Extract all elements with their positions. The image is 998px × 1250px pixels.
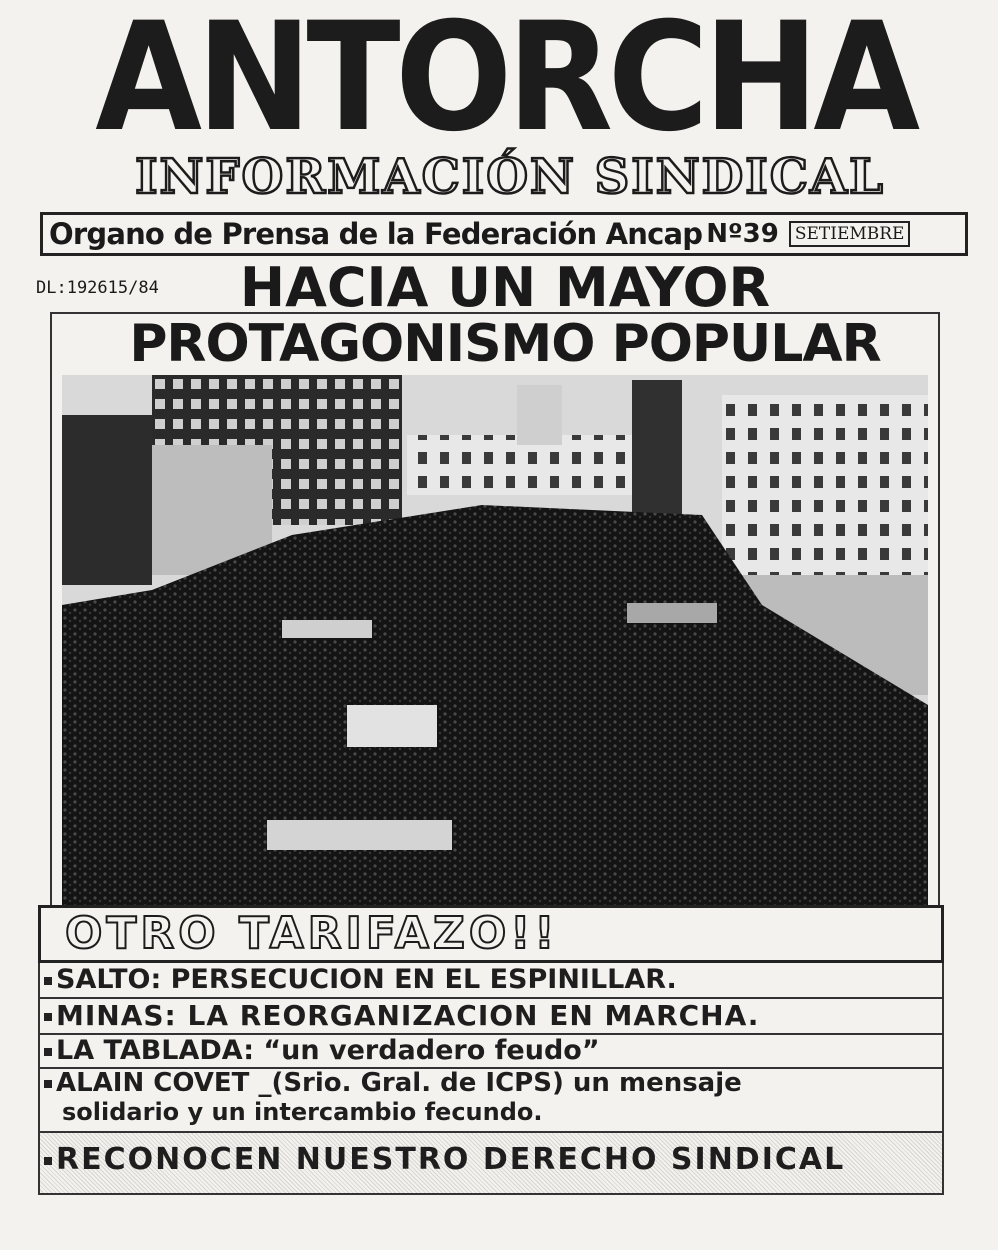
crowd-photo-image — [62, 375, 928, 905]
headline-line-2: PROTAGONISMO POPULAR — [129, 314, 881, 374]
crowd-photo — [62, 375, 928, 905]
bulletin-text-continued: solidario y un intercambio fecundo. — [62, 1098, 543, 1126]
bulletin-item — [38, 963, 944, 999]
issue-month: SETIEMBRE — [789, 221, 911, 247]
bullet-icon — [44, 977, 52, 985]
bulletin-text: ALAIN COVET _(Srio. Gral. de ICPS) un mensaje — [56, 1069, 742, 1098]
bulletin-text: MINAS: LA REORGANIZACION EN MARCHA. — [56, 999, 760, 1032]
masthead-subtitle: INFORMACIÓN SINDICAL — [135, 149, 885, 205]
bulletin-text: RECONOCEN NUESTRO DERECHO SINDICAL — [56, 1142, 846, 1177]
bullet-icon — [44, 1013, 52, 1021]
bulletin-item — [38, 1133, 944, 1195]
bullet-icon — [44, 1048, 52, 1056]
bullet-icon — [44, 1157, 52, 1165]
headline-line-1: HACIA UN MAYOR — [239, 256, 771, 319]
legal-deposit: DL:192615/84 — [36, 278, 159, 298]
issue-number: Nº39 — [706, 219, 779, 249]
masthead-title: ANTORCHA — [95, 0, 915, 165]
bulletin-main: OTRO TARIFAZO!! — [38, 905, 944, 963]
bulletin-text: SALTO: PERSECUCION EN EL ESPINILLAR. — [56, 964, 677, 995]
bulletin-item — [38, 1035, 944, 1069]
bulletin-item — [38, 999, 944, 1035]
organ-text: Organo de Prensa de la Federación Ancap — [49, 217, 703, 251]
organ-bar — [40, 212, 968, 256]
bulletin-text: LA TABLADA: “un verdadero feudo” — [56, 1035, 600, 1066]
bulletins-box — [38, 905, 944, 1197]
bullet-icon — [44, 1080, 52, 1088]
bulletin-item — [38, 1069, 944, 1133]
